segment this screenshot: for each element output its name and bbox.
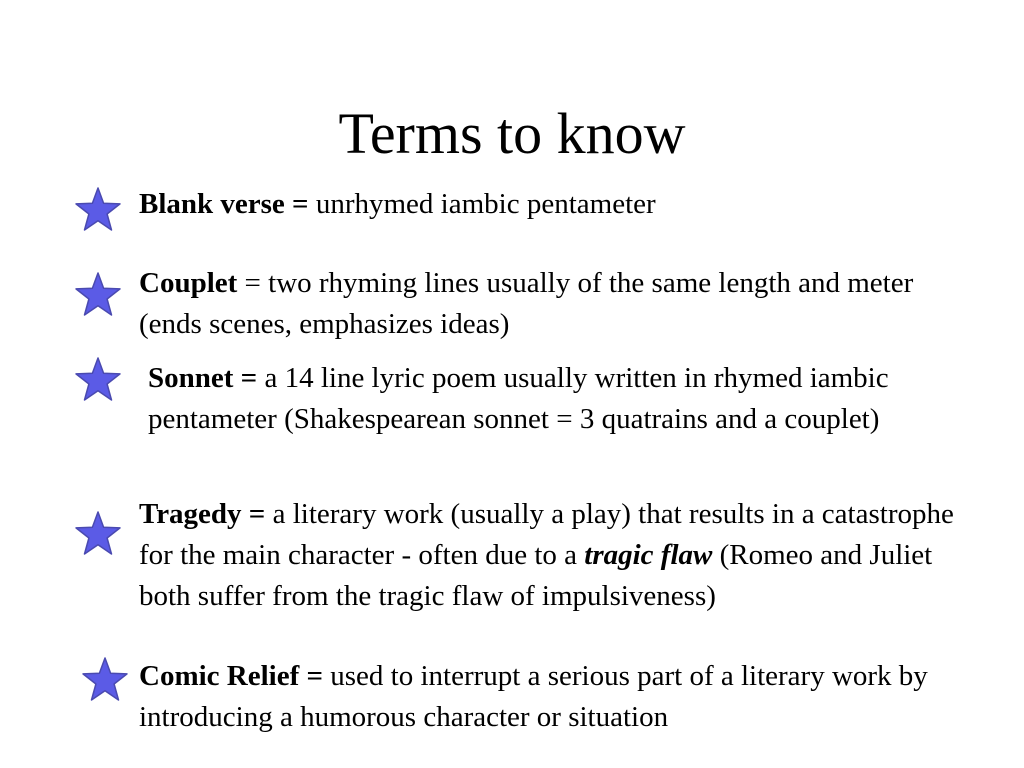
star-icon <box>73 186 123 236</box>
star-icon <box>73 356 123 406</box>
term-comic-relief <box>139 656 969 738</box>
star-icon <box>73 271 123 321</box>
term-blank-verse <box>139 184 999 225</box>
term-sonnet <box>148 358 933 440</box>
term-emphasis: tragic flaw <box>584 539 713 571</box>
term-definition: used to interrupt a serious part of a literary work by introducing a humorous character or situation <box>139 660 928 733</box>
term-tragedy <box>139 494 989 617</box>
star-icon <box>73 510 123 560</box>
term-label: Tragedy = <box>139 498 266 530</box>
term-label: Comic Relief = <box>139 660 324 692</box>
term-label: Blank verse = <box>139 188 309 220</box>
star-icon <box>80 656 130 706</box>
term-definition: a literary work (usually a play) that results in a catastrophe for the main character - often due to a <box>139 498 954 571</box>
term-couplet <box>139 263 979 345</box>
term-definition: unrhymed iambic pentameter <box>308 188 656 220</box>
term-definition: = two rhyming lines usually of the same length and meter (ends scenes, emphasizes ideas) <box>139 267 914 340</box>
term-definition: a 14 line lyric poem usually written in rhymed iambic pentameter (Shakespearean sonnet = 3 quatrains and a couplet) <box>148 362 889 435</box>
slide-title: Terms to know <box>338 101 686 166</box>
term-label: Sonnet = <box>148 362 258 394</box>
term-definition-continued: (Romeo and Juliet both suffer from the tragic flaw of impulsiveness) <box>139 539 933 612</box>
term-label: Couplet <box>139 267 238 299</box>
